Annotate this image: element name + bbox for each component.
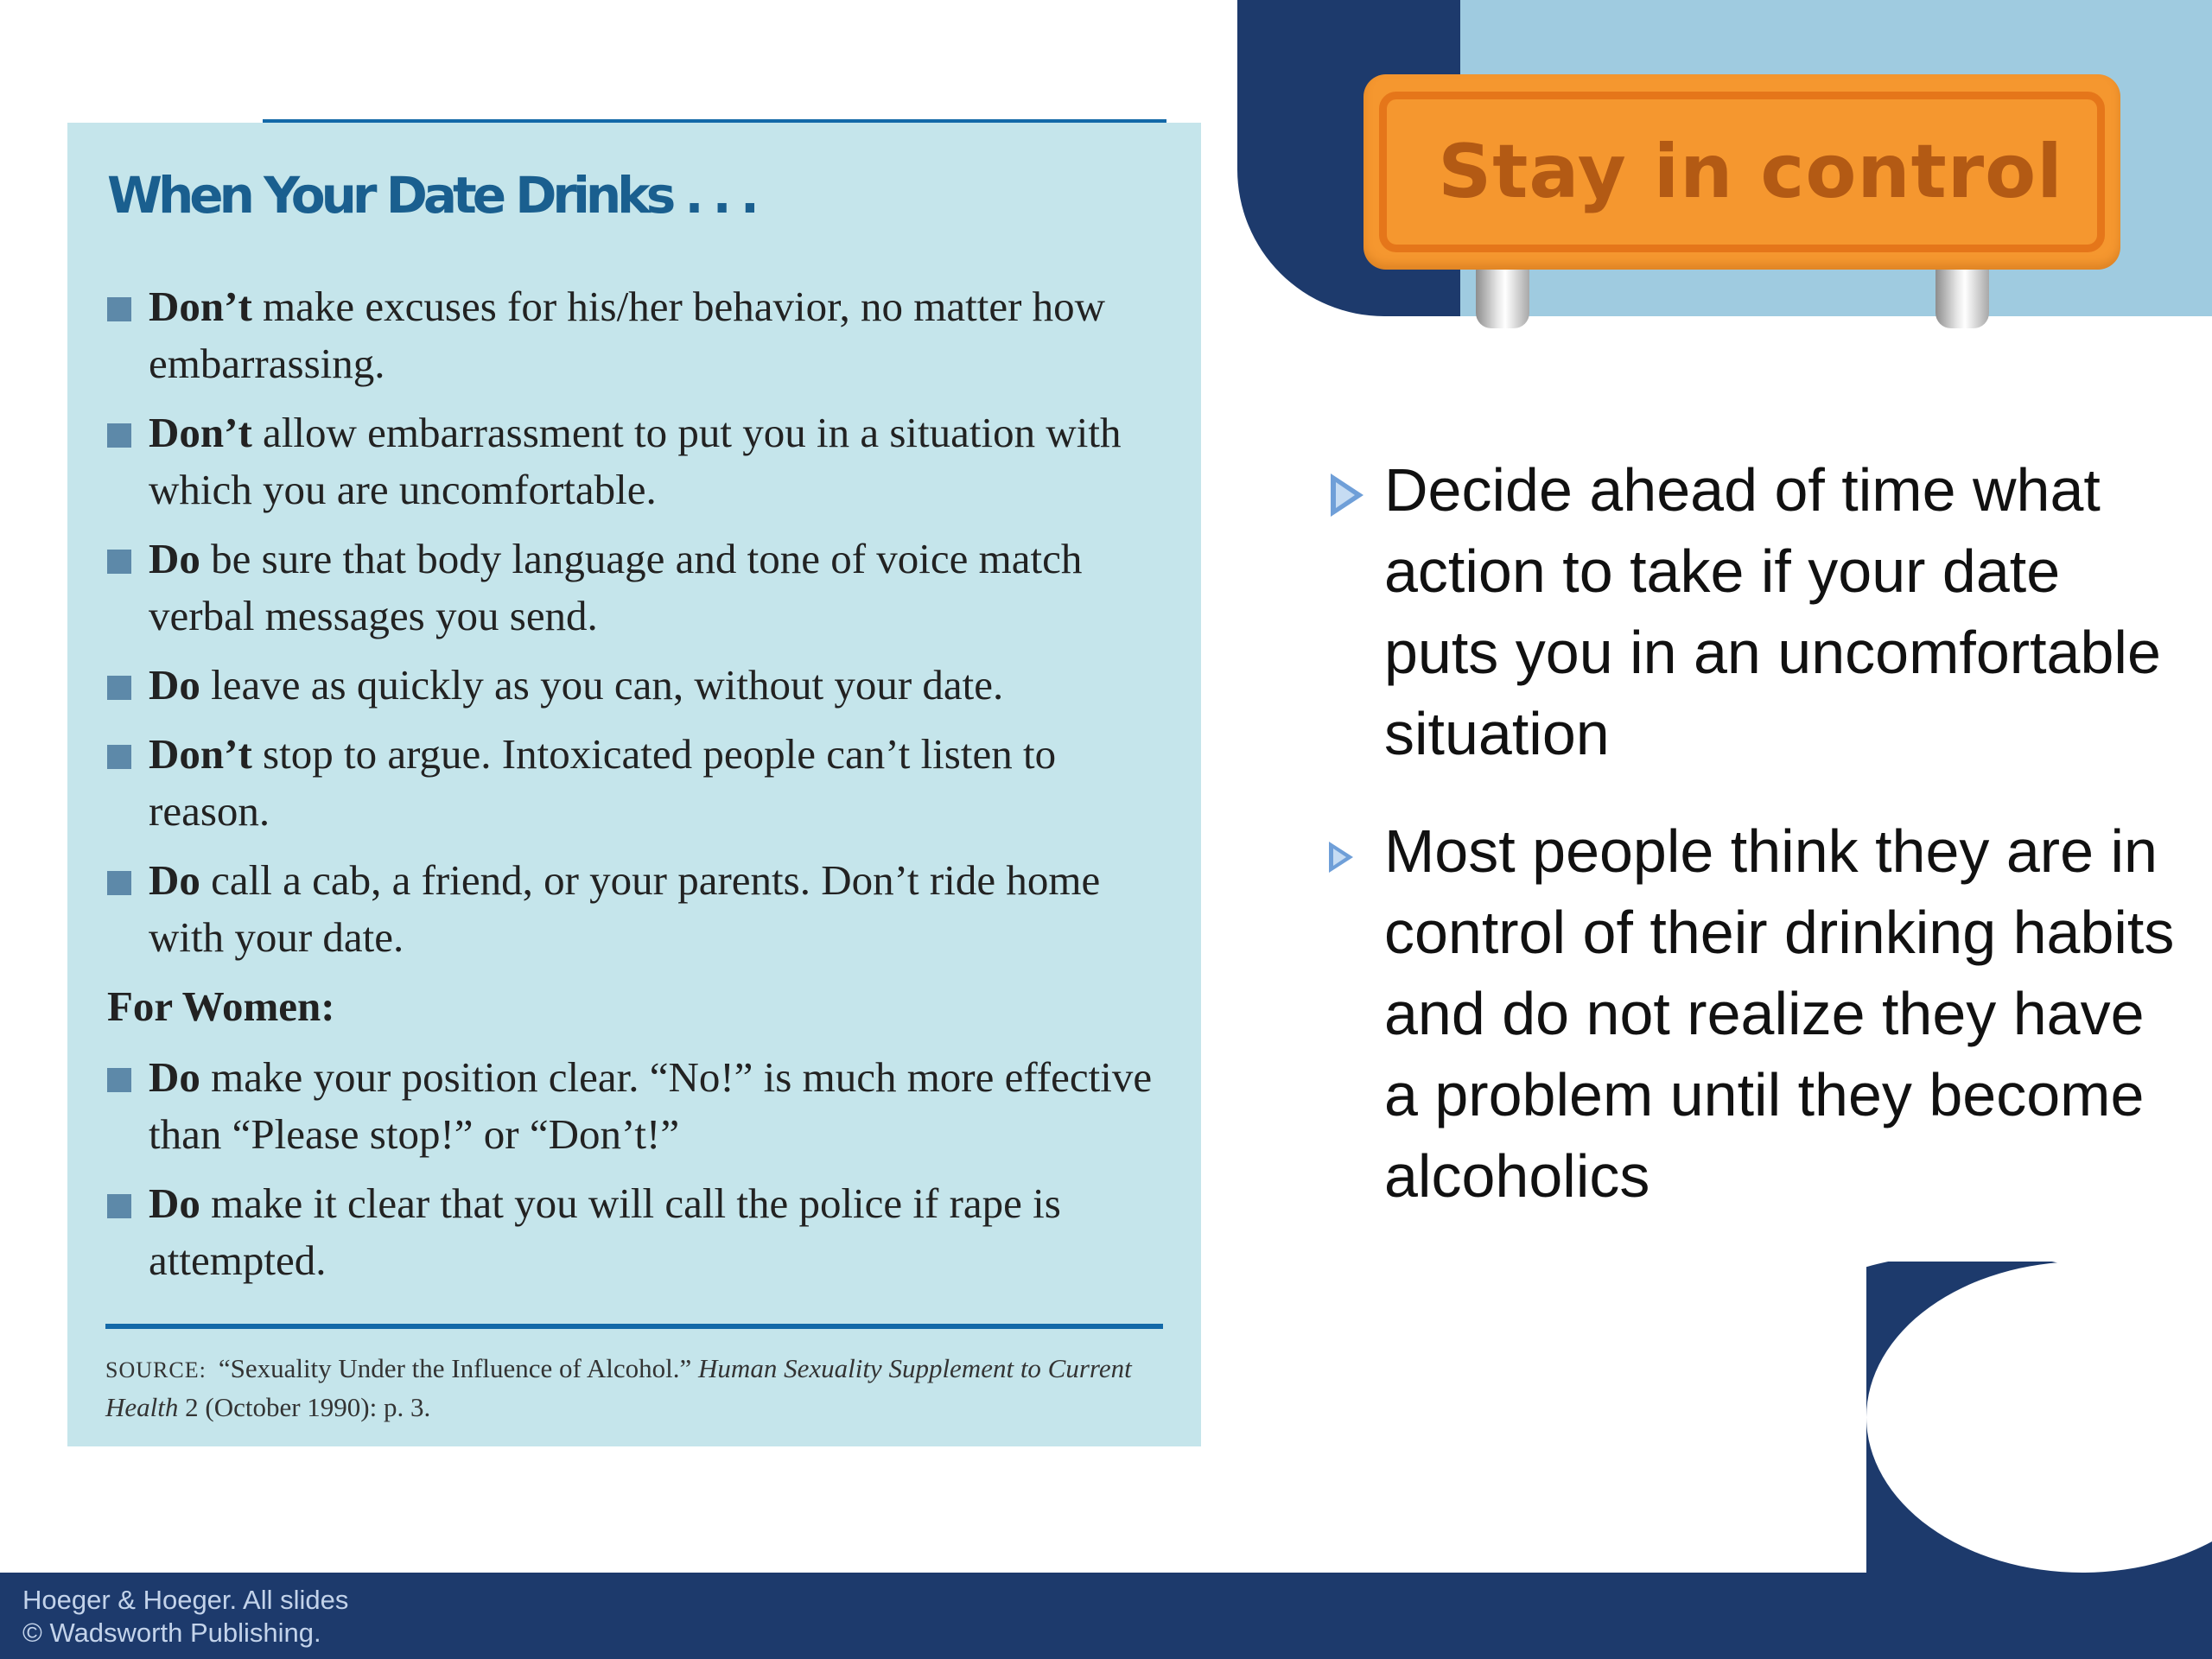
square-bullet-icon: [107, 1194, 131, 1218]
bullet-point: [1322, 449, 2186, 774]
sign-post-left: [1476, 259, 1529, 328]
sign-border: [1379, 92, 2105, 252]
footer-credit-line2: © Wadsworth Publishing.: [22, 1618, 321, 1648]
advice-list: [107, 278, 1179, 1301]
square-bullet-icon: [107, 871, 131, 895]
item-lead: Don’t: [149, 730, 252, 778]
box-title: When Your Date Drinks . . .: [107, 166, 755, 225]
square-bullet-icon: [107, 676, 131, 700]
square-bullet-icon: [107, 423, 131, 448]
list-item: [107, 726, 1179, 840]
footer-bar: [0, 1573, 2212, 1659]
item-lead: Do: [149, 1053, 200, 1101]
for-women-heading: For Women:: [107, 982, 335, 1030]
list-item: [107, 1049, 1179, 1163]
item-text: make it clear that you will call the police if rape is attempted.: [149, 1179, 1061, 1284]
corner-swoosh: [1866, 1262, 2212, 1573]
item-lead: Do: [149, 856, 200, 904]
when-your-date-drinks-box: [67, 123, 1201, 1446]
bullet-text: Most people think they are in control of their drinking habits and do not realize they have a problem until they become alcoholics: [1384, 817, 2175, 1210]
item-text: make excuses for his/her behavior, no matter how embarrassing.: [149, 283, 1106, 387]
key-points: [1322, 449, 2186, 1253]
square-bullet-icon: [107, 745, 131, 769]
list-item: [107, 404, 1179, 518]
square-bullet-icon: [107, 1068, 131, 1092]
item-text: leave as quickly as you can, without your date.: [200, 661, 1004, 709]
item-lead: Do: [149, 661, 200, 709]
square-bullet-icon: [107, 550, 131, 574]
source-quote: “Sexuality Under the Influence of Alcohol.”: [218, 1353, 699, 1383]
triangle-bullet-icon: [1331, 474, 1363, 517]
list-item: [107, 531, 1179, 645]
item-text: stop to argue. Intoxicated people can’t listen to reason.: [149, 730, 1057, 835]
item-lead: Don’t: [149, 409, 252, 456]
item-text: call a cab, a friend, or your parents. Don’t ride home with your date.: [149, 856, 1101, 961]
item-text: make your position clear. “No!” is much more effective than “Please stop!” or “Don’t!”: [149, 1053, 1153, 1158]
item-lead: Don’t: [149, 283, 252, 330]
source-rest: 2 (October 1990): p. 3.: [178, 1392, 431, 1422]
item-text: be sure that body language and tone of voice match verbal messages you send.: [149, 535, 1083, 639]
sign-text: Stay in control: [1438, 129, 2063, 215]
source-journal: Human Sexuality Supplement to Current Health: [105, 1353, 1132, 1422]
square-bullet-icon: [107, 297, 131, 321]
source-label: SOURCE:: [105, 1357, 207, 1382]
list-item: [107, 657, 1179, 714]
list-item: [107, 278, 1179, 392]
item-text: allow embarrassment to put you in a situation with which you are uncomfortable.: [149, 409, 1122, 513]
sign-post-right: [1936, 259, 1989, 328]
bullet-text: Decide ahead of time what action to take if your date puts you in an uncomfortable situation: [1384, 456, 2161, 767]
list-item: [107, 852, 1179, 966]
triangle-bullet-icon: [1329, 842, 1353, 873]
item-lead: Do: [149, 535, 200, 582]
item-lead: Do: [149, 1179, 200, 1227]
source-citation: [105, 1350, 1177, 1426]
bullet-point: [1322, 810, 2186, 1217]
footer-credit-line1: Hoeger & Hoeger. All slides: [22, 1585, 349, 1615]
stay-in-control-sign: [1363, 74, 2120, 270]
list-item: [107, 1175, 1179, 1289]
box-divider: [105, 1324, 1163, 1329]
